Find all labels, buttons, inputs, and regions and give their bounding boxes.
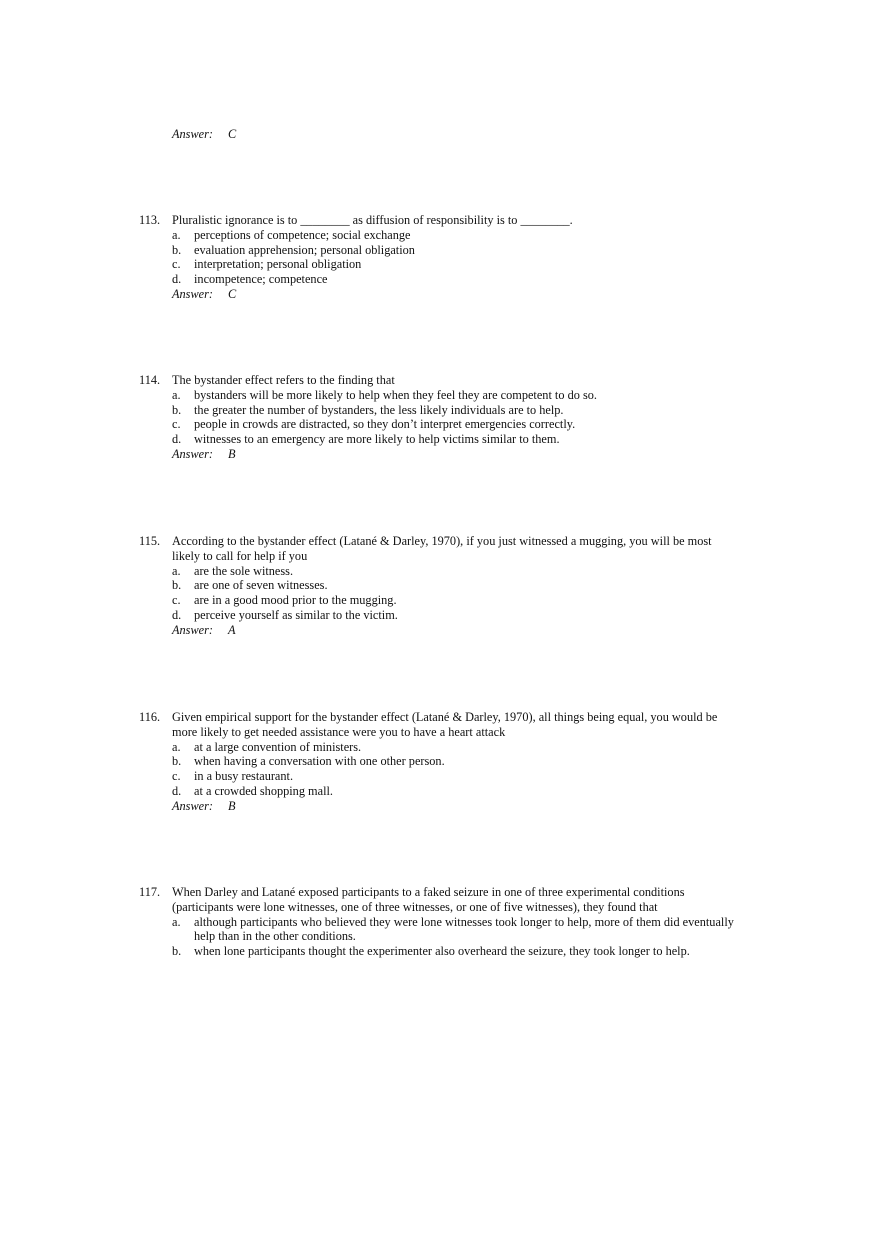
- option-text: are in a good mood prior to the mugging.: [194, 593, 397, 608]
- option-a: [0, 915, 880, 930]
- option-text: evaluation apprehension; personal obligation: [194, 242, 415, 257]
- answer-label: Answer:: [172, 127, 213, 141]
- option-letter: c.: [172, 593, 181, 608]
- option-text: interpretation; personal obligation: [194, 257, 362, 272]
- option-c: [0, 593, 880, 608]
- option-letter: d.: [172, 784, 182, 798]
- option-a: [0, 388, 880, 403]
- answer-label: Answer:: [172, 798, 213, 813]
- option-d: [0, 272, 880, 287]
- question-stem: When Darley and Latané exposed participants to a faked seizure in one of three experimental conditions: [172, 885, 685, 899]
- option-letter: d.: [172, 432, 182, 447]
- option-text: are one of seven witnesses.: [194, 578, 328, 593]
- option-c: [0, 769, 880, 784]
- option-letter: b.: [172, 754, 182, 769]
- question-stem: The bystander effect refers to the finding that: [172, 373, 395, 387]
- option-letter: a.: [172, 227, 181, 242]
- option-letter: a.: [172, 914, 181, 929]
- option-letter: b.: [172, 402, 182, 417]
- answer-value: B: [228, 798, 236, 813]
- option-letter: a.: [172, 739, 181, 754]
- option-letter: c.: [172, 769, 181, 784]
- option-a: [0, 929, 880, 944]
- option-letter: b.: [172, 578, 182, 593]
- answer-label: Answer:: [172, 447, 213, 461]
- answer-value: A: [228, 622, 236, 637]
- option-b: [0, 754, 880, 769]
- option-text: perceptions of competence; social exchange: [194, 227, 411, 242]
- answer-value: C: [228, 287, 237, 301]
- option-text: although participants who believed they were lone witnesses took longer to help, more of them did eventually: [194, 914, 734, 929]
- option-letter: d.: [172, 608, 182, 622]
- option-b: [0, 403, 880, 418]
- option-text: in a busy restaurant.: [194, 769, 294, 784]
- option-letter: b.: [172, 242, 182, 257]
- option-b: [0, 944, 880, 959]
- question-number: 116.: [139, 710, 161, 724]
- question-stem: more likely to get needed assistance were you to have a heart attack: [172, 724, 506, 739]
- option-text: perceive yourself as similar to the victim.: [194, 608, 398, 622]
- option-letter: a.: [172, 387, 181, 402]
- option-text: are the sole witness.: [194, 563, 294, 578]
- option-text: bystanders will be more likely to help when they feel they are competent to do so.: [194, 387, 597, 402]
- option-letter: a.: [172, 563, 181, 578]
- question-number: 113.: [139, 213, 161, 227]
- answer-label: Answer:: [172, 622, 213, 637]
- option-c: [0, 257, 880, 272]
- question-stem: Given empirical support for the bystander effect (Latané & Darley, 1970), all things being equal, you would be: [172, 710, 718, 724]
- question-stem: likely to call for help if you: [172, 548, 308, 563]
- option-letter: b.: [172, 944, 182, 959]
- question-stem: According to the bystander effect (Latané & Darley, 1970), if you just witnessed a mugging, you will be most: [172, 534, 712, 548]
- option-a: [0, 564, 880, 579]
- question-stem: Pluralistic ignorance is to ________ as diffusion of responsibility is to ________.: [172, 213, 573, 227]
- option-d: [0, 608, 880, 623]
- option-a: [0, 228, 880, 243]
- option-letter: c.: [172, 417, 181, 432]
- option-letter: d.: [172, 272, 182, 287]
- option-d: [0, 784, 880, 799]
- option-text: at a crowded shopping mall.: [194, 784, 333, 798]
- option-letter: c.: [172, 257, 181, 272]
- option-b: [0, 578, 880, 593]
- option-text: incompetence; competence: [194, 272, 328, 287]
- question-number: 114.: [139, 373, 161, 387]
- answer-label: Answer:: [172, 287, 213, 301]
- option-b: [0, 243, 880, 258]
- option-d: [0, 432, 880, 447]
- question-stem: (participants were lone witnesses, one of three witnesses, or one of five witnesses), they found that: [172, 899, 658, 914]
- option-text: help than in the other conditions.: [194, 929, 356, 944]
- question-number: 117.: [139, 885, 161, 899]
- option-text: at a large convention of ministers.: [194, 739, 362, 754]
- option-text: the greater the number of bystanders, the less likely individuals are to help.: [194, 402, 564, 417]
- answer-value: C: [228, 127, 237, 141]
- option-a: [0, 740, 880, 755]
- question-number: 115.: [139, 534, 161, 548]
- option-c: [0, 417, 880, 432]
- option-text: people in crowds are distracted, so they don’t interpret emergencies correctly.: [194, 417, 576, 432]
- option-text: when lone participants thought the experimenter also overheard the seizure, they took longer to help.: [194, 944, 690, 959]
- top-answer-line: [0, 127, 880, 142]
- option-text: witnesses to an emergency are more likely to help victims similar to them.: [194, 432, 560, 447]
- answer-value: B: [228, 447, 236, 461]
- option-text: when having a conversation with one other person.: [194, 754, 445, 769]
